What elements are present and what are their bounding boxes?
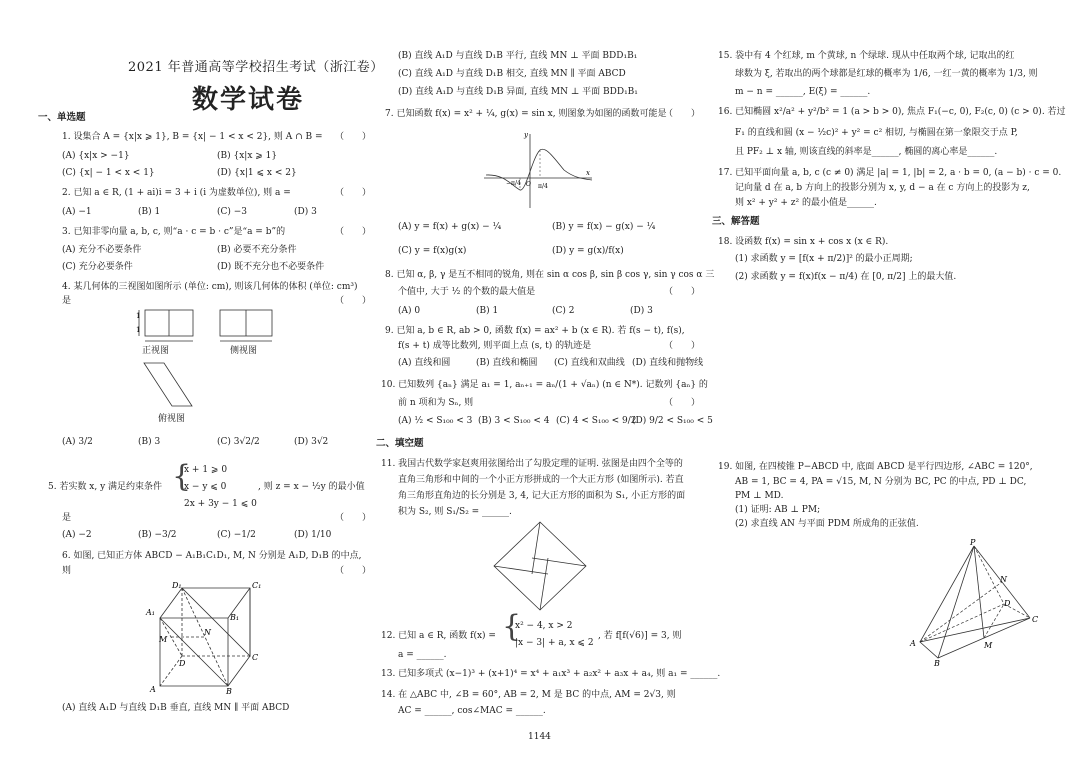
q14-line-2: AC = ______, cos∠MAC = ______. (398, 706, 546, 716)
q7-stem: 7. 已知函数 f(x) = x² + ¼, g(x) = sin x, 则图象为如图的函数可能是 (385, 109, 667, 119)
q9-option-c: (C) 直线和双曲线 (554, 358, 625, 368)
q4-option-c: (C) 3√2/2 (217, 437, 260, 447)
q9-option-d: (D) 直线和抛物线 (632, 358, 704, 368)
q7-axis-y: y (524, 131, 528, 139)
q13-text: 13. 已知多项式 (x−1)³ + (x+1)⁴ = x⁴ + a₁x³ + a₂x² + a₃x + a₄, 则 a₁ = ______. (381, 669, 721, 679)
q11-line-2: 直角三角形和中间的一个小正方形拼成的一个大正方形 (如图所示). 若直 (398, 475, 684, 485)
q4-option-b: (B) 3 (138, 437, 161, 447)
q7-option-c: (C) y = f(x)g(x) (398, 246, 467, 256)
q2-option-d: (D) 3 (294, 207, 317, 217)
pyramid-label-n: N (1000, 575, 1007, 584)
q4-stem: 4. 某几何体的三视图如图所示 (单位: cm), 则该几何体的体积 (单位: cm³) (62, 282, 358, 292)
cube-label-b: B (226, 687, 232, 696)
q1-stem: 1. 设集合 A = {x|x ⩾ 1}, B = {x| − 1 < x < 2}, 则 A ∩ B = (62, 132, 323, 142)
q8-stem: 8. 已知 α, β, γ 是互不相同的锐角, 则在 sin α cos β, sin β cos γ, sin γ cos α 三 (385, 270, 715, 280)
q16-line-1: 16. 已知椭圆 x²/a² + y²/b² = 1 (a > b > 0), 焦点 F₁(−c, 0), F₂(c, 0) (c > 0). 若过 (718, 107, 1066, 117)
q12-case-2: |x − 3| + a, x ⩽ 2 (515, 638, 594, 648)
q16-line-2: F₁ 的直线和圆 (x − ½c)² + y² = c² 相切, 与椭圆在第一象限交于点 P, (735, 128, 1018, 138)
q1-option-a: (A) {x|x > −1} (62, 151, 130, 161)
q11-string-figure (490, 518, 590, 612)
q8-option-b: (B) 1 (476, 306, 499, 316)
q5-constraint-2: x − y ⩽ 0 (184, 482, 227, 492)
q2-stem: 2. 已知 a ∈ R, (1 + ai)i = 3 + i (i 为虚数单位), 则 a = (62, 188, 291, 198)
q5-option-a: (A) −2 (62, 530, 92, 540)
cube-label-d: D (179, 659, 186, 668)
q4-paren: （ ） (335, 296, 372, 306)
q9-option-a: (A) 直线和圆 (398, 358, 451, 368)
section-answer: 三、解答题 (712, 216, 760, 227)
pyramid-label-c: C (1032, 615, 1039, 624)
q2-option-a: (A) −1 (62, 207, 92, 217)
q7-tick-neg: −π/4 (506, 180, 521, 187)
q5-stem-2: 是 (62, 513, 72, 523)
pyramid-label-d: D (1004, 599, 1011, 608)
q5-stem: 5. 若实数 x, y 满足约束条件 (48, 482, 163, 492)
q6-option-d: (D) 直线 A₁D 与直线 D₁B 异面, 直线 MN ⊥ 平面 BDD₁B₁ (398, 87, 638, 97)
q11-line-1: 11. 我国古代数学家赵爽用弦图给出了勾股定理的证明. 弦图是由四个全等的 (381, 459, 683, 469)
paper-title: 数学试卷 (192, 85, 305, 115)
q5-option-c: (C) −1/2 (217, 530, 256, 540)
pyramid-label-p: P (970, 538, 976, 547)
page-number: 1144 (528, 732, 551, 742)
q19-line-5: (2) 求直线 AN 与平面 PDM 所成角的正弦值. (735, 519, 919, 529)
q8-stem-2: 个值中, 大于 ½ 的个数的最大值是 (398, 287, 536, 297)
q6-option-a: (A) 直线 A₁D 与直线 D₁B 垂直, 直线 MN ∥ 平面 ABCD (62, 703, 290, 713)
q4-stem-2: 是 (62, 296, 72, 306)
cube-label-b1: B₁ (230, 613, 240, 622)
q5-brace-icon: { (172, 459, 192, 494)
q2-option-b: (B) 1 (138, 207, 161, 217)
q5-constraint-1: x + 1 ⩾ 0 (184, 465, 228, 475)
cube-label-a: A (150, 685, 156, 694)
q19-pyramid-figure (900, 536, 1050, 668)
q18-line-2: (1) 求函数 y = [f(x + π/2)]² 的最小正周期; (735, 254, 913, 264)
q1-option-d: (D) {x|1 ⩽ x < 2} (217, 168, 297, 178)
q7-option-b: (B) y = f(x) − g(x) − ¼ (552, 222, 656, 232)
q18-line-3: (2) 求函数 y = f(x)f(x − π/4) 在 [0, π/2] 上的最大值. (735, 272, 957, 282)
q3-option-d: (D) 既不充分也不必要条件 (217, 262, 325, 272)
q10-option-b: (B) 3 < S₁₀₀ < 4 (478, 416, 550, 426)
q4-side-view-label: 侧视图 (230, 346, 258, 356)
section-fill-blank: 二、填空题 (376, 438, 424, 449)
q4-three-views-figure (130, 306, 290, 436)
cube-label-c: C (252, 653, 259, 662)
q15-line-1: 15. 袋中有 4 个红球, m 个黄球, n 个绿球. 现从中任取两个球, 记取出的红 (718, 51, 1015, 61)
q4-front-view-label: 正视图 (142, 346, 170, 356)
q4-dim-label: 1 (136, 312, 141, 320)
q5-constraint-3: 2x + 3y − 1 ⩽ 0 (184, 499, 257, 509)
q7-axis-x: x (586, 169, 590, 177)
q3-paren: （ ） (335, 227, 372, 237)
q17-line-1: 17. 已知平面向量 a, b, c (c ≠ 0) 满足 |a| = 1, |b| = 2, a · b = 0, (a − b) · c = 0. (718, 168, 1062, 178)
q8-option-c: (C) 2 (552, 306, 575, 316)
q11-line-3: 角三角形直角边的长分别是 3, 4, 记大正方形的面积为 S₁, 小正方形的面 (398, 491, 686, 501)
q19-line-3: PM ⊥ MD. (735, 491, 784, 501)
q6-cube-figure (142, 578, 272, 696)
q19-line-4: (1) 证明: AB ⊥ PM; (735, 505, 821, 515)
q6-option-b: (B) 直线 A₁D 与直线 D₁B 平行, 直线 MN ⊥ 平面 BDD₁B₁ (398, 51, 638, 61)
q16-line-3: 且 PF₂ ⊥ x 轴, 则该直线的斜率是______, 椭圆的离心率是______. (735, 147, 998, 157)
q14-line-1: 14. 在 △ABC 中, ∠B = 60°, AB = 2, M 是 BC 的中点, AM = 2√3, 则 (381, 690, 676, 700)
q10-option-d: (D) 9/2 < S₁₀₀ < 5 (632, 416, 713, 426)
q10-option-a: (A) ½ < S₁₀₀ < 3 (398, 416, 473, 426)
q1-paren: （ ） (335, 132, 372, 142)
q7-tick-origin: O (526, 181, 531, 188)
cube-label-c1: C₁ (252, 581, 262, 590)
q8-paren: （ ） (664, 287, 701, 297)
q12-case-1: x² − 4, x > 2 (515, 621, 573, 631)
q3-option-c: (C) 充分必要条件 (62, 262, 133, 272)
q12-brace-icon: { (502, 609, 522, 644)
q11-line-4: 积为 S₂, 则 S₁/S₂ = ______. (398, 507, 512, 517)
q8-option-a: (A) 0 (398, 306, 421, 316)
q8-option-d: (D) 3 (630, 306, 653, 316)
q2-option-c: (C) −3 (217, 207, 248, 217)
q7-function-graph (480, 128, 600, 212)
q5-option-d: (D) 1/10 (294, 530, 332, 540)
q5-option-b: (B) −3/2 (138, 530, 177, 540)
q5-tail: , 则 z = x − ½y 的最小值 (258, 482, 365, 492)
q1-option-b: (B) {x|x ⩾ 1} (217, 151, 278, 161)
q4-option-a: (A) 3/2 (62, 437, 93, 447)
q9-option-b: (B) 直线和椭圆 (476, 358, 538, 368)
pyramid-label-b: B (934, 659, 940, 668)
q15-line-3: m − n = ______, E(ξ) = ______. (735, 87, 871, 97)
pyramid-label-a: A (910, 639, 916, 648)
q15-line-2: 球数为 ξ, 若取出的两个球都是红球的概率为 1/6, 一红一黄的概率为 1/3, 则 (735, 69, 1038, 79)
q7-tick-pos: π/4 (538, 183, 548, 190)
q4-option-d: (D) 3√2 (294, 437, 329, 447)
q17-line-2: 记向量 d 在 a, b 方向上的投影分别为 x, y, d − a 在 c 方向上的投影为 z, (735, 183, 1030, 193)
pyramid-label-m: M (984, 641, 993, 650)
q9-stem: 9. 已知 a, b ∈ R, ab > 0, 函数 f(x) = ax² + b (x ∈ R). 若 f(s − t), f(s), (385, 326, 685, 336)
q9-stem-2: f(s + t) 成等比数列, 则平面上点 (s, t) 的轨迹是 (398, 341, 592, 351)
cube-label-a1: A₁ (146, 608, 155, 617)
q5-paren: （ ） (335, 513, 372, 523)
q10-stem-2: 前 n 项和为 Sₙ, 则 (398, 398, 474, 408)
q12-stem: 12. 已知 a ∈ R, 函数 f(x) = (381, 631, 496, 641)
q10-option-c: (C) 4 < S₁₀₀ < 9/2 (556, 416, 637, 426)
q6-stem: 6. 如图, 已知正方体 ABCD − A₁B₁C₁D₁, M, N 分别是 A₁D, D₁B 的中点, (62, 551, 362, 561)
q6-paren: （ ） (335, 566, 372, 576)
q9-paren: （ ） (664, 341, 701, 351)
q19-line-1: 19. 如图, 在四棱锥 P−ABCD 中, 底面 ABCD 是平行四边形, ∠ABC = 120°, (718, 462, 1033, 472)
cube-label-d1: D₁ (172, 581, 182, 590)
section-single-choice: 一、单选题 (38, 112, 86, 123)
q18-line-1: 18. 设函数 f(x) = sin x + cos x (x ∈ R). (718, 237, 889, 247)
q4-top-view-label: 俯视图 (158, 414, 186, 424)
q6-option-c: (C) 直线 A₁D 与直线 D₁B 相交, 直线 MN ∥ 平面 ABCD (398, 69, 626, 79)
q17-line-3: 则 x² + y² + z² 的最小值是______. (735, 198, 877, 208)
cube-label-n: N (204, 628, 211, 637)
q1-option-c: (C) {x| − 1 < x < 1} (62, 168, 155, 178)
q10-paren: （ ） (664, 398, 701, 408)
q7-option-a: (A) y = f(x) + g(x) − ¼ (398, 222, 502, 232)
q10-stem: 10. 已知数列 {aₙ} 满足 a₁ = 1, aₙ₊₁ = aₙ/(1 + √aₙ) (n ∈ N*). 记数列 {aₙ} 的 (381, 380, 708, 390)
q4-dim-label-2: 1 (136, 326, 141, 334)
q2-paren: （ ） (335, 188, 372, 198)
q3-stem: 3. 已知非零向量 a, b, c, 则“a · c = b · c”是“a = b”的 (62, 227, 286, 237)
q7-option-d: (D) y = g(x)/f(x) (552, 246, 624, 256)
cube-label-m: M (159, 635, 168, 644)
q7-paren: （ ） (664, 109, 701, 119)
q6-stem-2: 则 (62, 566, 72, 576)
q12-tail: , 若 f[f(√6)] = 3, 则 (598, 631, 682, 641)
q3-option-b: (B) 必要不充分条件 (217, 245, 297, 255)
q19-line-2: AB = 1, BC = 4, PA = √15, M, N 分别为 BC, PC 的中点, PD ⊥ DC, (735, 477, 1027, 487)
q12-line-2: a = ______. (398, 650, 447, 660)
q3-option-a: (A) 充分不必要条件 (62, 245, 142, 255)
exam-title: 2021 年普通高等学校招生考试（浙江卷） (128, 60, 384, 75)
